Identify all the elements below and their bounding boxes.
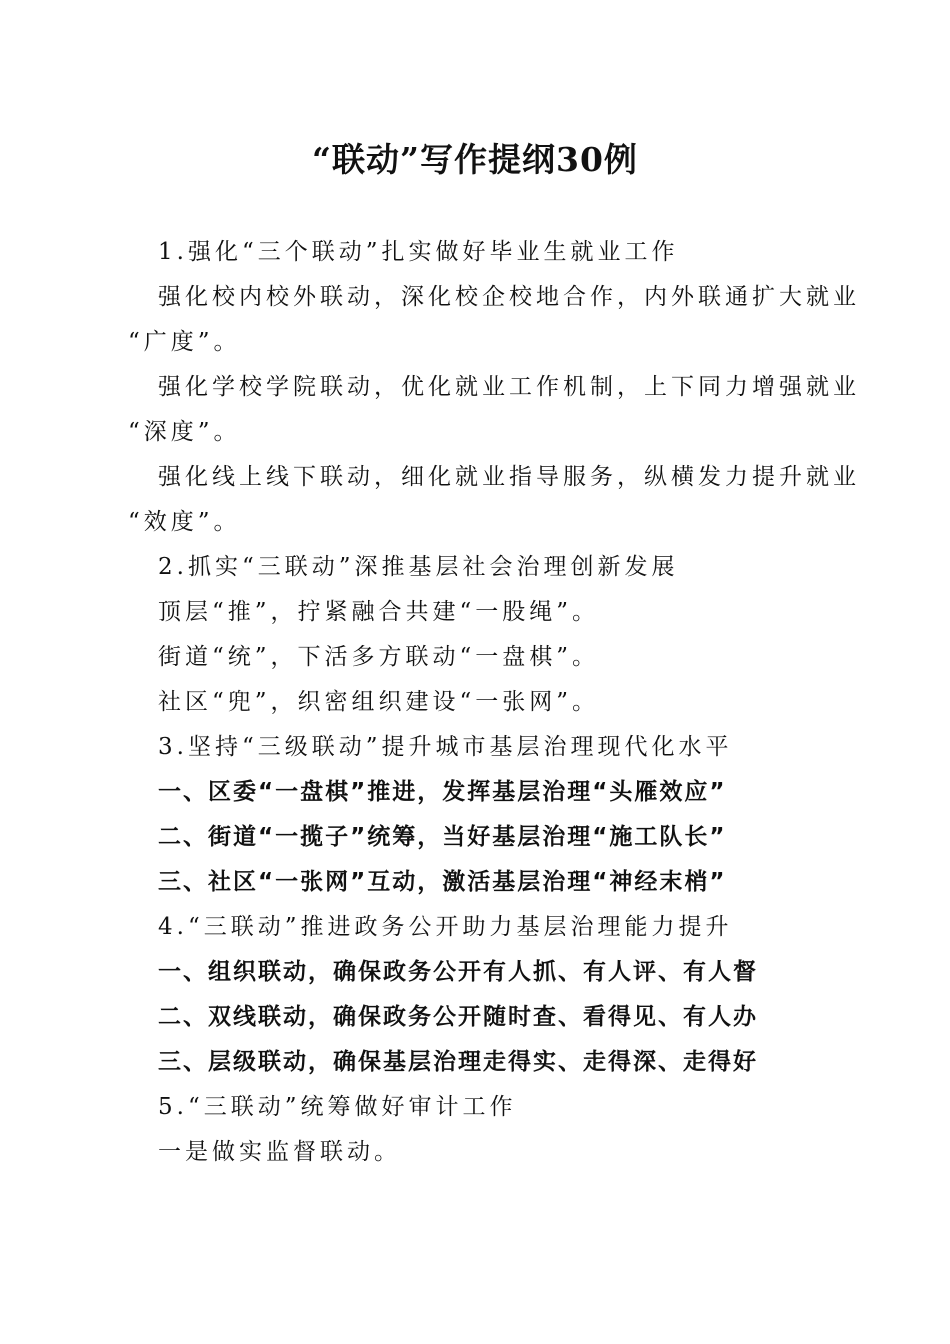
- list-item: 一是做实监督联动。: [158, 1139, 401, 1165]
- paragraph-line: “效度”。: [128, 509, 241, 535]
- list-item: 二、双线联动，确保政务公开随时查、看得见、有人办: [158, 1004, 758, 1030]
- section-1-heading: 1.强化“三个联动”扎实做好毕业生就业工作: [158, 239, 679, 265]
- document-body: [128, 230, 860, 1175]
- section-5-heading: 5.“三联动”统筹做好审计工作: [158, 1094, 517, 1120]
- list-item: 顶层“推”，拧紧融合共建“一股绳”。: [158, 599, 600, 625]
- list-item: 一、组织联动，确保政务公开有人抓、有人评、有人督: [158, 959, 758, 985]
- section-3-heading: 3.坚持“三级联动”提升城市基层治理现代化水平: [158, 734, 733, 760]
- list-item: 街道“统”，下活多方联动“一盘棋”。: [158, 644, 600, 670]
- list-item: 一、区委“一盘棋”推进，发挥基层治理“头雁效应”: [158, 779, 727, 805]
- list-item: 二、街道“一揽子”统筹，当好基层治理“施工队长”: [158, 824, 727, 850]
- section-2-heading: 2.抓实“三联动”深推基层社会治理创新发展: [158, 554, 679, 580]
- paragraph-line: “深度”。: [128, 419, 241, 445]
- list-item: 社区“兜”，织密组织建设“一张网”。: [158, 689, 600, 715]
- section-4-heading: 4.“三联动”推进政务公开助力基层治理能力提升: [158, 914, 733, 940]
- paragraph-line: 强化线上线下联动，细化就业指导服务，纵横发力提升就业: [158, 464, 860, 490]
- paragraph-line: 强化学校学院联动，优化就业工作机制，上下同力增强就业: [158, 374, 860, 400]
- paragraph-line: “广度”。: [128, 329, 241, 355]
- list-item: 三、社区“一张网”互动，激活基层治理“神经末梢”: [158, 869, 727, 895]
- list-item: 三、层级联动，确保基层治理走得实、走得深、走得好: [158, 1049, 758, 1075]
- document-title: “联动”写作提纲30例: [312, 140, 638, 179]
- paragraph-line: 强化校内校外联动，深化校企校地合作，内外联通扩大就业: [158, 284, 860, 310]
